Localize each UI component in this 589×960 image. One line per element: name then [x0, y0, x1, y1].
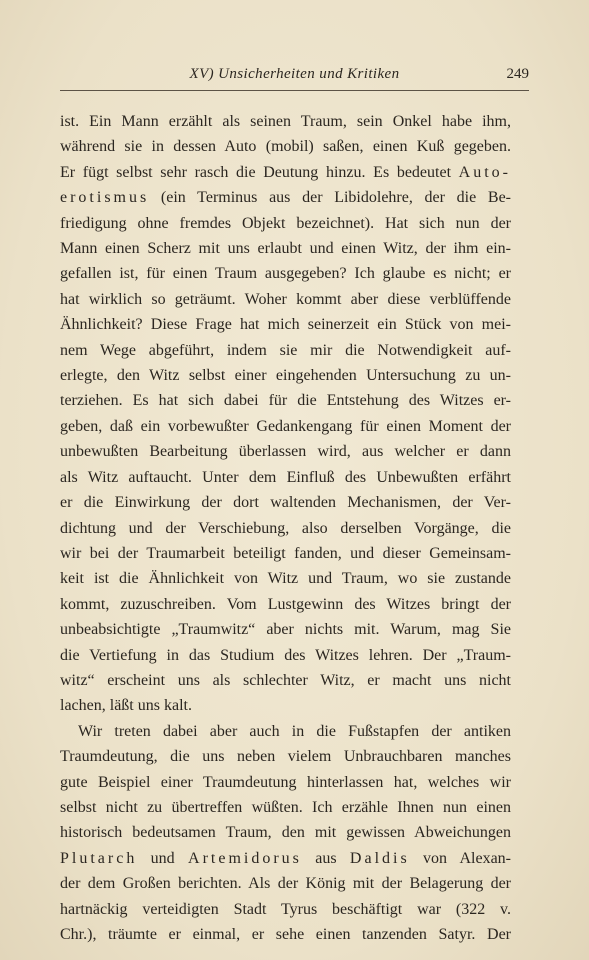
- text-line: gute Beispiel einer Traumdeutung hinterlassen hat, welches wir: [60, 773, 511, 791]
- text-line: nem Wege abgeführt, indem sie mir die Notwendigkeit auf-: [60, 341, 511, 359]
- text-line: Plutarch und Artemidorus aus Daldis von Alexan-: [60, 849, 512, 867]
- text-line: witz“ erscheint uns als schlechter Witz, er macht uns nicht: [60, 671, 511, 689]
- text-line: ist. Ein Mann erzählt als seinen Traum, sein Onkel habe ihm,: [60, 113, 511, 130]
- text-line: geben, daß ein vorbewußter Gedankengang für einen Moment der: [60, 417, 511, 435]
- text-line: kommt, zuzuschreiben. Vom Lustgewinn des Witzes bringt der: [60, 595, 511, 613]
- text-line: als Witz auftaucht. Unter dem Einfluß des Unbewußten erfährt: [60, 468, 511, 486]
- page-number: 249: [506, 66, 529, 82]
- text-line: keit ist die Ähnlichkeit von Witz und Traum, wo sie zustande: [60, 570, 511, 588]
- text-line: Mann einen Scherz mit uns erlaubt und einen Witz, der ihm ein-: [60, 240, 511, 258]
- text-line: unbewußten Bearbeitung überlassen wird, aus welcher er dann: [60, 443, 511, 461]
- text-line: selbst nicht zu übertreffen wüßten. Ich erzähle Ihnen nun einen: [60, 798, 511, 816]
- text-line: hartnäckig verteidigten Stadt Tyrus beschäftigt war (322 v.: [60, 900, 511, 918]
- text-line: terziehen. Es hat sich dabei für die Entstehung des Witzes er-: [60, 392, 511, 410]
- text-line: er die Einwirkung der dort waltenden Mechanismen, der Ver-: [60, 494, 511, 512]
- spaced-term: erotismus: [60, 189, 150, 207]
- text-line: dichtung und der Verschiebung, also derselben Vorgänge, die: [60, 519, 511, 537]
- spaced-term: Auto-: [458, 163, 511, 181]
- spaced-name: Daldis: [349, 849, 410, 867]
- text-line: hat wirklich so geträumt. Woher kommt aber diese verblüffende: [60, 290, 511, 308]
- text-line: Ähnlichkeit? Diese Frage hat mich seinerzeit ein Stück von mei-: [60, 316, 511, 334]
- text-line: während sie in dessen Auto (mobil) saßen, einen Kuß gegeben.: [60, 138, 511, 156]
- text-line: friedigung ohne fremdes Objekt bezeichnet). Hat sich nun der: [60, 214, 511, 232]
- page-header: [60, 66, 529, 91]
- spaced-name: Plutarch: [60, 849, 138, 867]
- text-line: der dem Großen berichten. Als der König mit der Belagerung der: [60, 875, 511, 893]
- text-line: erotismus (ein Terminus aus der Libidolehre, der die Be-: [60, 189, 511, 207]
- text-line: unbeabsichtigte „Traumwitz“ aber nichts mit. Warum, mag Sie: [60, 621, 511, 639]
- spaced-name: Artemidorus: [188, 849, 302, 867]
- paragraph-last-line: lachen, läßt uns kalt.: [60, 697, 192, 715]
- text-line: erlegte, den Witz selbst einer eingehenden Untersuchung zu un-: [60, 367, 511, 385]
- text-line: gefallen ist, für einen Traum ausgegeben? Ich glaube es nicht; er: [60, 265, 511, 283]
- text-line: wir bei der Traumarbeit beteiligt fanden, und dieser Gemeinsam-: [60, 544, 511, 562]
- text-line: Chr.), träumte er einmal, er sehe einen tanzenden Satyr. Der: [60, 926, 511, 943]
- body-text: [60, 109, 511, 947]
- text-line: Traumdeutung, die uns neben vielem Unbrauchbaren manches: [60, 748, 511, 766]
- text-line: historisch bedeutsamen Traum, den mit gewissen Abweichungen: [60, 824, 511, 842]
- paragraph-first-line: Wir treten dabei aber auch in die Fußstapfen der antiken: [78, 722, 511, 740]
- text-line: die Vertiefung in das Studium des Witzes lehren. Der „Traum-: [60, 646, 511, 664]
- running-head: XV) Unsicherheiten und Kritiken: [189, 66, 400, 82]
- text-line: Er fügt selbst sehr rasch die Deutung hinzu. Es bedeutet Auto-: [60, 163, 511, 181]
